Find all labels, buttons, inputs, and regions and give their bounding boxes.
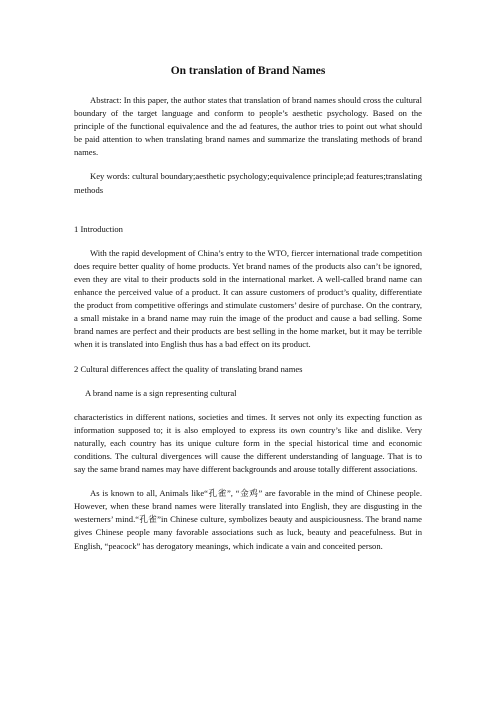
section-2-heading: 2 Cultural differences affect the quality of translating brand names (74, 363, 303, 374)
spacer (74, 352, 422, 363)
spacer (74, 476, 422, 487)
spacer (74, 236, 422, 247)
section-2-paragraph-2: As is known to all, Animals like“孔雀”, “金鸡” are favorable in the mind of Chinese people. However, when these brand names were literally translated into English, they are disgusting in the westerners’ mind.“孔雀”in Chinese culture, symbolizes beauty and auspiciousness. The brand name gives Chinese people many favorable associations such as luck, beauty and peacefulness. But in English, “peacock” has derogatory meanings, which indicate a vain and conceited person. (74, 488, 422, 551)
spacer (74, 376, 422, 387)
section-1-heading: 1 Introduction (74, 223, 123, 234)
section-1-paragraph: With the rapid development of China’s entry to the WTO, fiercer international trade competition does require better quality of home products. Yet brand names of the products also can’t be ignored, even they are vital to their products sold in the international market. A well-called brand name can enhance the perceived value of a product. It can assure customers of product’s quality, differentiate the product from competitive offerings and stimulate customers’ desire of purchase. On the contrary, a small mistake in a brand name may ruin the image of the product and cause a bad selling. Some brand names are perfect and their products are best selling in the home market, but it may be terrible when it is translated into English thus has a bad effect on its product. (74, 247, 422, 350)
spacer (74, 400, 422, 411)
keywords-paragraph: Key words: cultural boundary;aesthetic psychology;equivalence principle;ad features;translating methods (74, 171, 422, 195)
abstract-paragraph: Abstract: In this paper, the author states that translation of brand names should cross the cultural boundary of the target language and conform to people’s aesthetic psychology. Based on the principle of the functional equivalence and the ad features, the author tries to point out what should be paid attention to when translating brand names and summarize the translating methods of brand names. (74, 95, 422, 158)
document-title: On translation of Brand Names (170, 65, 326, 77)
section-2-lead-line: A brand name is a sign representing cultural (85, 387, 237, 398)
spacer (74, 197, 422, 223)
section-2-paragraph-1: characteristics in different nations, societies and times. It serves not only its expecting function as information supposed to; it is also employed to express its own country’s like and dislike. Very naturally, each country has its unique culture form in the special historical time and economic conditions. The cultural divergences will cause the different understanding of language. That is to say the same brand names may have different backgrounds and arouse totally different associations. (74, 411, 422, 475)
document-body (74, 64, 422, 553)
spacer (74, 159, 422, 170)
